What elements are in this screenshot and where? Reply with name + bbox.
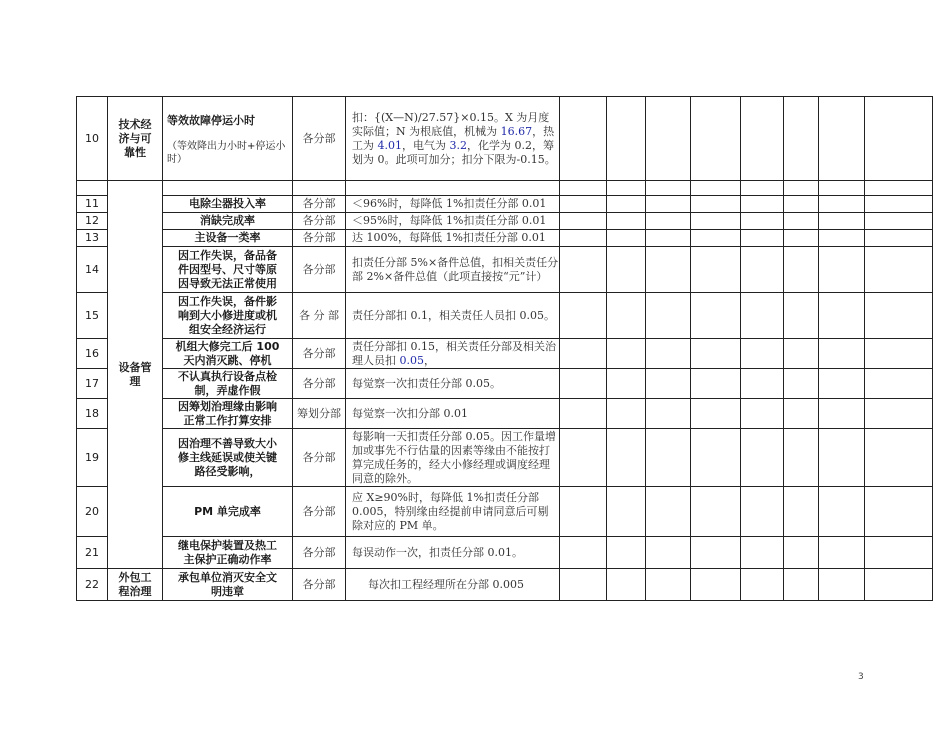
department-cell: 各分部 xyxy=(293,569,346,601)
item-cell xyxy=(163,247,293,293)
table-row xyxy=(77,339,933,369)
category-cell xyxy=(108,97,163,181)
table-row xyxy=(77,537,933,569)
item-line: 组安全经济运行 xyxy=(189,322,266,336)
table-row xyxy=(77,196,933,213)
department-cell: 各分部 xyxy=(293,537,346,569)
category-line: 外包工 xyxy=(118,570,152,584)
category-line: 程治理 xyxy=(118,584,152,598)
assessment-table xyxy=(76,96,933,601)
table-row xyxy=(77,293,933,339)
row-number: 13 xyxy=(77,230,108,247)
table-row xyxy=(77,97,933,181)
item-note: （等效降出力小时+停运小时） xyxy=(167,140,286,165)
standard-cell: 达 100%，每降低 1%扣责任分部 0.01 xyxy=(346,230,560,247)
item-line: 因治理不善导致大小 xyxy=(178,436,277,450)
standard-cell: 每次扣工程经理所在分部 0.005 xyxy=(346,569,560,601)
standard-cell xyxy=(346,339,560,369)
standard-cell: 每觉察一次扣分部 0.01 xyxy=(346,399,560,429)
department-cell: 各 分 部 xyxy=(293,293,346,339)
item-line: 承包单位消灭安全文 xyxy=(178,570,277,584)
department-cell: 各分部 xyxy=(293,429,346,487)
standard-cell: ＜95%时，每降低 1%扣责任分部 0.01 xyxy=(346,213,560,230)
standard-cell xyxy=(346,97,560,181)
item-cell xyxy=(163,429,293,487)
item-line: 不认真执行设备点检 xyxy=(178,369,277,383)
row-number: 21 xyxy=(77,537,108,569)
item-cell xyxy=(163,399,293,429)
standard-text: ， xyxy=(424,353,435,367)
row-number: 22 xyxy=(77,569,108,601)
item-line: 明违章 xyxy=(211,584,244,598)
item-line: 响到大小修进度或机 xyxy=(178,308,277,322)
item-line: 修主线延误或使关键 xyxy=(178,450,277,464)
row-number: 17 xyxy=(77,369,108,399)
category-cell xyxy=(108,181,163,569)
item-line: 因导致无法正常使用 xyxy=(178,276,277,290)
item-line: 天内消灭跳、停机 xyxy=(183,353,272,367)
department-cell: 筹划分部 xyxy=(293,399,346,429)
row-number: 11 xyxy=(77,196,108,213)
page-number: 3 xyxy=(858,672,864,682)
standard-text: 扣：{(X—N)/27.57}×0.15。X 为月度实际值；N 为根底值，机械为 xyxy=(352,110,550,138)
category-line: 理 xyxy=(129,374,141,388)
item-cell xyxy=(163,293,293,339)
standard-text: ，电气为 xyxy=(402,138,450,152)
item-cell xyxy=(163,339,293,369)
item-cell xyxy=(163,569,293,601)
department-cell: 各分部 xyxy=(293,196,346,213)
table-row xyxy=(77,487,933,537)
department-cell: 各分部 xyxy=(293,97,346,181)
item-line: 继电保护装置及热工 xyxy=(178,538,277,552)
item-cell: PM 单完成率 xyxy=(163,487,293,537)
row-number: 19 xyxy=(77,429,108,487)
standard-cell: 每觉察一次扣责任分部 0.05。 xyxy=(346,369,560,399)
item-line: 因工作失误，备件影 xyxy=(178,294,277,308)
item-cell: 主设备一类率 xyxy=(163,230,293,247)
row-number: 10 xyxy=(77,97,108,181)
standard-value-mech: 16.67 xyxy=(500,124,533,138)
standard-value-therm: 4.01 xyxy=(377,138,402,152)
standard-text: 筹划为 0。此项可加分；扣分下限为-0.15。 xyxy=(352,138,556,166)
item-line: 机组大修完工后 100 xyxy=(175,339,280,353)
department-cell: 各分部 xyxy=(293,230,346,247)
table-row xyxy=(77,230,933,247)
item-cell xyxy=(163,537,293,569)
standard-cell: 应 X≥90%时，每降低 1%扣责任分部 0.005，特别缘由经提前申请同意后可剔除对应的 PM 单。 xyxy=(346,487,560,537)
standard-cell: 责任分部扣 0.1，相关责任人员扣 0.05。 xyxy=(346,293,560,339)
item-line: 因筹划治理缘由影响 xyxy=(178,399,277,413)
item-cell: 电除尘器投入率 xyxy=(163,196,293,213)
item-line: 因工作失误，备品备 xyxy=(178,248,277,262)
standard-text: 责任分部扣 0.15，相关责任分部及相关治理人员扣 xyxy=(352,339,556,367)
category-cell xyxy=(108,569,163,601)
category-line: 济与可 xyxy=(118,131,152,145)
row-number: 18 xyxy=(77,399,108,429)
item-line: 正常工作打算安排 xyxy=(183,413,272,427)
row-number: 20 xyxy=(77,487,108,537)
standard-cell: 每影响一天扣责任分部 0.05。因工作量增加或事先不行估量的因素等缘由不能按打算完成任务的，经大小修经理或调度经理同意的除外。 xyxy=(346,429,560,487)
standard-text: ，热工为 xyxy=(352,124,555,152)
table-row xyxy=(77,569,933,601)
row-number: 15 xyxy=(77,293,108,339)
table-row xyxy=(77,181,933,196)
item-title: 等效故障停运小时 xyxy=(167,113,255,127)
standard-cell: 扣责任分部 5%×备件总值，扣相关责任分部 2%×备件总值（此项直接按“元”计） xyxy=(346,247,560,293)
item-cell xyxy=(163,369,293,399)
category-line: 设备管 xyxy=(118,360,152,374)
item-cell: 消缺完成率 xyxy=(163,213,293,230)
department-cell: 各分部 xyxy=(293,487,346,537)
category-line: 技术经 xyxy=(118,117,152,131)
department-cell: 各分部 xyxy=(293,339,346,369)
item-line: 件因型号、尺寸等原 xyxy=(178,262,277,276)
row-number: 14 xyxy=(77,247,108,293)
department-cell: 各分部 xyxy=(293,247,346,293)
item-line: 路径受影响， xyxy=(194,464,261,478)
department-cell: 各分部 xyxy=(293,213,346,230)
standard-cell: ＜96%时，每降低 1%扣责任分部 0.01 xyxy=(346,196,560,213)
standard-value: 0.05 xyxy=(399,353,424,367)
standard-cell: 每误动作一次，扣责任分部 0.01。 xyxy=(346,537,560,569)
item-line: 主保护正确动作率 xyxy=(183,552,272,566)
category-line: 靠性 xyxy=(124,145,146,159)
row-number: 12 xyxy=(77,213,108,230)
table-row xyxy=(77,399,933,429)
standard-value-elec: 3.2 xyxy=(449,138,467,152)
standard-text: ，化学为 0.2， xyxy=(467,138,543,152)
table-row xyxy=(77,247,933,293)
item-line: 制，弄虚作假 xyxy=(194,383,261,397)
row-number: 16 xyxy=(77,339,108,369)
table-row xyxy=(77,369,933,399)
table-row xyxy=(77,213,933,230)
item-cell xyxy=(163,97,293,181)
department-cell: 各分部 xyxy=(293,369,346,399)
table-row xyxy=(77,429,933,487)
